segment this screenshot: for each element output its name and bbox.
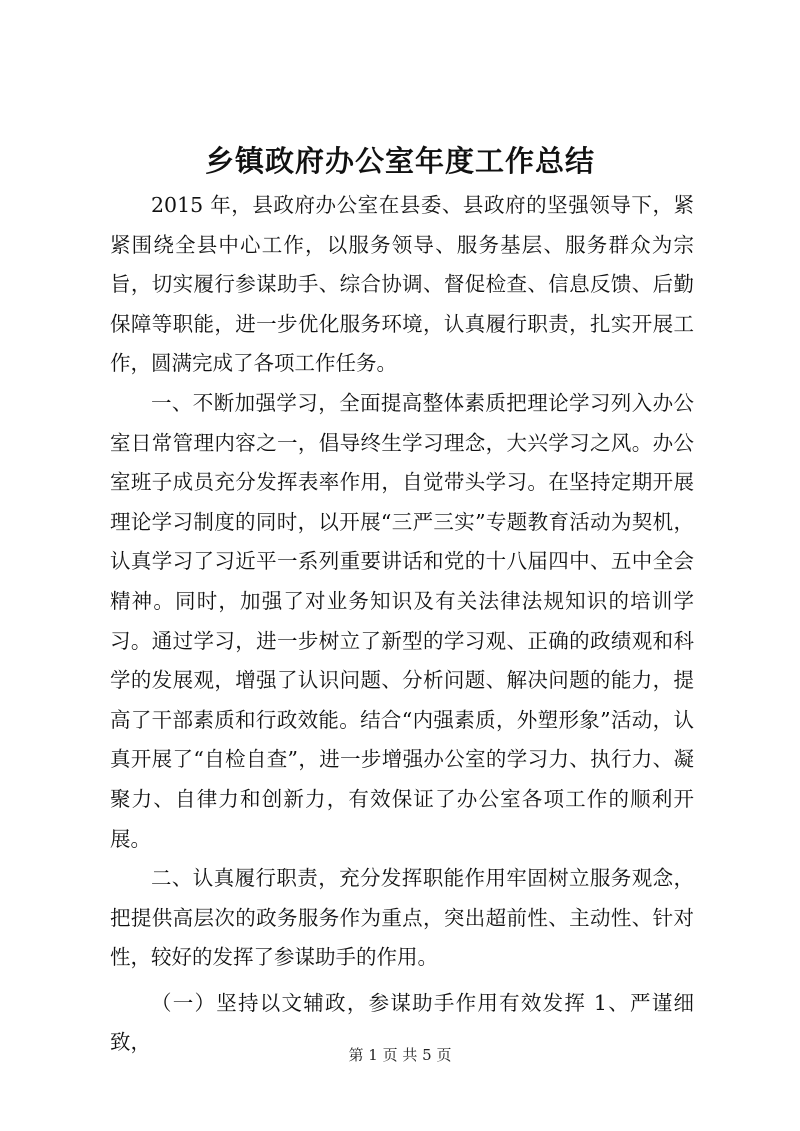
page-footer: 第 1 页 共 5 页 xyxy=(348,1046,452,1064)
document-title: 乡镇政府办公室年度工作总结 xyxy=(204,144,595,178)
paragraph-section-two: 二、认真履行职责，充分发挥职能作用牢固树立服务观念，把提供高层次的政务服务作为重点，突出超前性、主动性、针对性，较好的发挥了参谋助手的作用。 xyxy=(110,866,694,970)
paragraph-subsection-one: （一）坚持以文辅政，参谋助手作用有效发挥 1、严谨细致， xyxy=(110,990,694,1055)
document-body xyxy=(110,186,694,1063)
paragraph-section-one: 一、不断加强学习，全面提高整体素质把理论学习列入办公室日常管理内容之一，倡导终生学习理念，大兴学习之风。办公室班子成员充分发挥表率作用，自觉带头学习。在坚持定期开展理论学习制度的同时，以开展“三严三实”专题教育活动为契机，认真学习了习近平一系列重要讲话和党的十八届四中、五中全会精神。同时，加强了对业务知识及有关法律法规知识的培训学习。通过学习，进一步树立了新型的学习观、正确的政绩观和科学的发展观，增强了认识问题、分析问题、解决问题的能力，提高了干部素质和行政效能。结合“内强素质，外塑形象”活动，认真开展了“自检自查”，进一步增强办公室的学习力、执行力、凝聚力、自律力和创新力，有效保证了办公室各项工作的顺利开展。 xyxy=(110,390,694,851)
paragraph-intro: 2015 年，县政府办公室在县委、县政府的坚强领导下，紧紧围绕全县中心工作，以服务领导、服务基层、服务群众为宗旨，切实履行参谋助手、综合协调、督促检查、信息反馈、后勤保障等职能，进一步优化服务环境，认真履行职责，扎实开展工作，圆满完成了各项工作任务。 xyxy=(110,193,694,376)
